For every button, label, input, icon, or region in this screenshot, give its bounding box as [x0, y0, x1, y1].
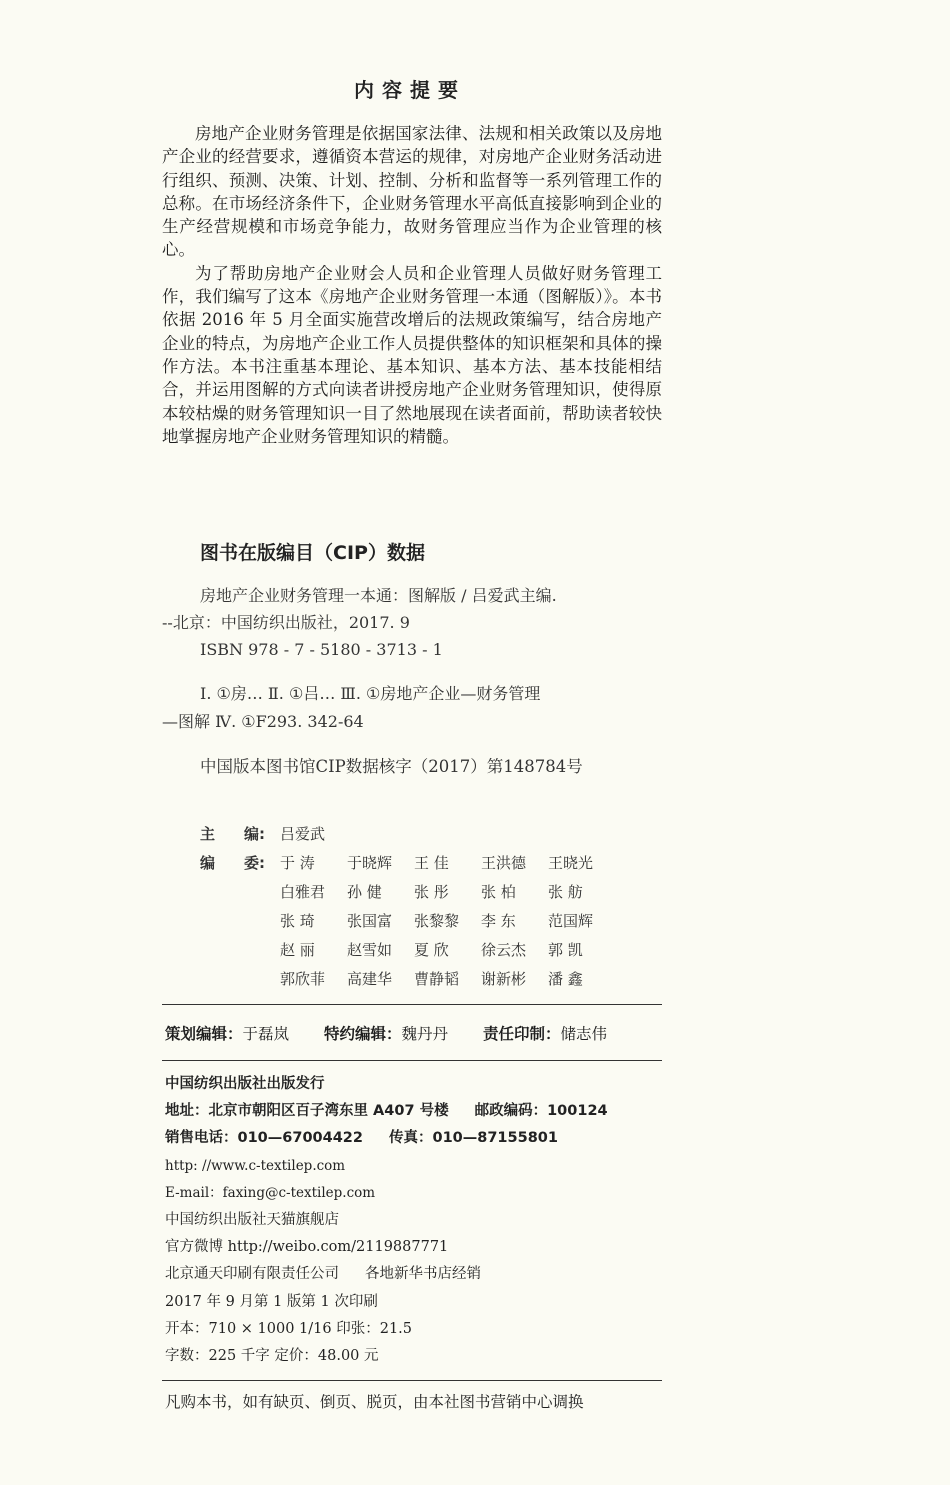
- special-editor-name: 魏丹丹: [401, 1025, 448, 1043]
- committee-member: 张 舫: [548, 883, 583, 901]
- email: E-mail：faxing@c-textilep.com: [165, 1184, 376, 1201]
- committee-member: 赵 丽: [280, 941, 315, 959]
- committee-member: 白雅君: [280, 883, 326, 901]
- committee-member: 孙 健: [347, 883, 382, 901]
- committee-member: 李 东: [481, 912, 516, 930]
- committee-member: 郭 凯: [548, 941, 583, 959]
- committee-member: 张 琦: [280, 912, 315, 930]
- committee-member: 范国辉: [548, 912, 594, 930]
- committee-member: 郭欣菲: [280, 970, 326, 988]
- website: http: //www.c-textilep.com: [165, 1157, 346, 1174]
- label-part: 编:: [244, 825, 265, 843]
- planning-editor-name: 于磊岚: [242, 1025, 290, 1043]
- chief-editor-name: 吕爱武: [280, 825, 326, 843]
- committee-member: 于晓辉: [347, 854, 393, 872]
- fax: 传真：010—87155801: [388, 1130, 558, 1147]
- summary-paragraph: 房地产企业财务管理是依据国家法律、法规和相关政策以及房地产企业的经营要求，遵循资本营运的规律，对房地产企业财务活动进行组织、预测、决策、计划、控制、分析和监督等一系列管理工作的总称。在市场经济条件下，企业财务管理水平高低直接影响到企业的生产经营规模和市场竞争能力，故财务管理应当作为企业管理的核心。: [162, 124, 662, 260]
- cip-classification: [162, 680, 541, 736]
- cip-number: [200, 753, 583, 781]
- committee-member: 高建华: [347, 970, 393, 988]
- committee-member: 曹静韬: [414, 970, 460, 988]
- print-supervisor-label: 责任印制：: [482, 1025, 561, 1043]
- summary-text: [162, 122, 662, 448]
- publication-info: [165, 1071, 608, 1370]
- print-supervisor-name: 储志伟: [560, 1025, 607, 1043]
- committee-member: 张黎黎: [414, 912, 460, 930]
- word-count-price: 字数：225 千字 定价：48.00 元: [165, 1347, 379, 1364]
- cip-title-line: 房地产企业财务管理一本通：图解版 / 吕爱武主编.: [200, 586, 557, 605]
- divider: [162, 1060, 662, 1061]
- divider: [162, 1380, 662, 1381]
- return-notice: 凡购本书，如有缺页、倒页、脱页，由本社图书营销中心调换: [165, 1393, 584, 1411]
- committee-member: 赵雪如: [347, 941, 393, 959]
- publisher: 中国纺织出版社出版发行: [165, 1076, 325, 1092]
- format: 开本：710 × 1000 1/16 印张：21.5: [165, 1320, 413, 1337]
- committee-member: 于 涛: [280, 854, 315, 872]
- committee-member: 张 柏: [481, 883, 516, 901]
- weibo: 官方微博 http://weibo.com/2119887771: [165, 1239, 449, 1256]
- committee-member: 王晓光: [548, 854, 594, 872]
- cip-number-line: 中国版本图书馆CIP数据核字（2017）第148784号: [200, 757, 583, 776]
- committee-member: 徐云杰: [481, 941, 527, 959]
- committee-member: 王洪德: [481, 854, 527, 872]
- distributor: 各地新华书店经销: [365, 1266, 481, 1283]
- planning-editor-label: 策划编辑：: [165, 1025, 243, 1043]
- address: 地址：北京市朝阳区百子湾东里 A407 号楼: [165, 1103, 449, 1120]
- label-part: 主: [200, 825, 216, 843]
- committee-member: 王 佳: [414, 854, 449, 872]
- committee-member: 张 彤: [414, 883, 449, 901]
- cip-classification-line: Ⅰ. ①房… Ⅱ. ①吕… Ⅲ. ①房地产企业—财务管理: [200, 684, 541, 703]
- editors-line: [165, 1022, 637, 1044]
- sales-phone: 销售电话：010—67004422: [165, 1130, 363, 1147]
- committee-member: 夏 欣: [414, 941, 449, 959]
- cip-classification-line: —图解 Ⅳ. ①F293. 342-64: [162, 712, 364, 731]
- committee-member: 张国富: [347, 912, 393, 930]
- label-part: 编: [200, 854, 216, 872]
- committee-member: 潘 鑫: [548, 970, 583, 988]
- label-part: 委:: [244, 854, 265, 872]
- cip-isbn: ISBN 978 - 7 - 5180 - 3713 - 1: [200, 640, 443, 659]
- postcode: 邮政编码：100124: [474, 1103, 608, 1120]
- tmall-store: 中国纺织出版社天猫旗舰店: [165, 1211, 339, 1228]
- special-editor-label: 特约编辑：: [323, 1025, 402, 1043]
- cip-publisher-line: --北京：中国纺织出版社，2017. 9: [162, 613, 410, 632]
- committee-member: 谢新彬: [481, 970, 527, 988]
- cip-heading: 图书在版编目（CIP）数据: [200, 542, 425, 564]
- edition: 2017 年 9 月第 1 版第 1 次印刷: [165, 1293, 378, 1310]
- cip-record: [162, 582, 557, 663]
- divider: [162, 1004, 662, 1005]
- summary-title: 内容提要: [354, 78, 466, 102]
- summary-paragraph: 为了帮助房地产企业财会人员和企业管理人员做好财务管理工作，我们编写了这本《房地产企业财务管理一本通（图解版）》。本书依据 2016 年 5 月全面实施营改增后的法规政策编写，结合房地产企业的特点，为房地产企业工作人员提供整体的知识框架和具体的操作方法。本书注重基本理论、基本知识、基本方法、基本技能相结合，并运用图解的方式向读者讲授房地产企业财务管理知识，使得原本较枯燥的财务管理知识一目了然地展现在读者面前，帮助读者较快地掌握房地产企业财务管理知识的精髓。: [162, 263, 662, 446]
- printer: 北京通天印刷有限责任公司: [165, 1266, 339, 1283]
